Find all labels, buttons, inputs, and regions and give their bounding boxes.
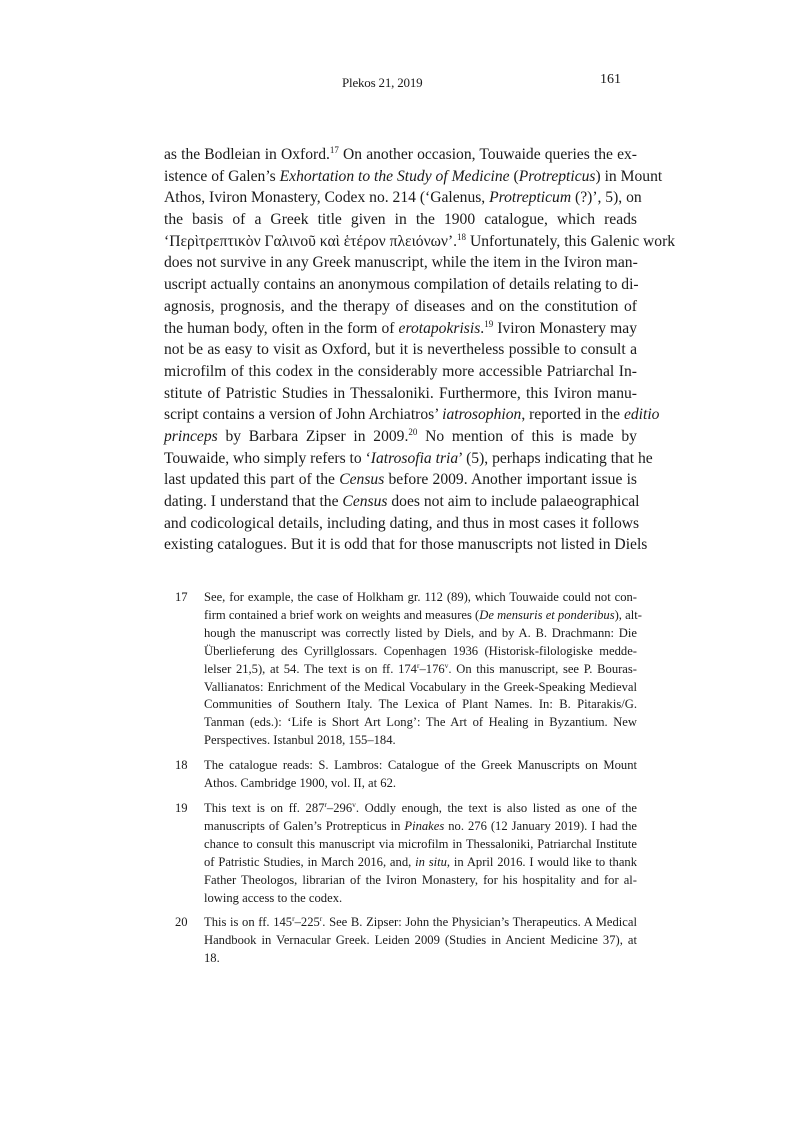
text-run: manuscripts of Galen’s Protrepticus in — [204, 818, 405, 833]
italic-text: Exhortation to the Study of Medicine — [279, 167, 510, 185]
text-line — [164, 166, 663, 188]
footnote-ref: r — [324, 799, 327, 809]
text-line — [164, 383, 637, 405]
footnote-line — [204, 872, 637, 890]
text-run: ), alt- — [614, 607, 642, 622]
text-line — [164, 339, 637, 361]
running-header — [0, 72, 799, 95]
text-line — [164, 448, 653, 470]
footnote-ref: v — [352, 799, 356, 809]
footnote-ref: 17 — [329, 145, 339, 155]
italic-text: Iatrosofia tria — [370, 449, 459, 467]
text-run: hough the manuscript was correctly listed by Diels, and by A. B. Drachmann: Die — [204, 625, 637, 640]
text-run: the basis of a Greek title given in the 1900 catalogue, which reads — [164, 211, 637, 229]
footnote-line — [204, 714, 637, 732]
italic-text: Pinakes — [404, 818, 445, 833]
text-line — [164, 231, 676, 253]
footnote-number: 17 — [175, 590, 188, 604]
text-run: This is on ff. 145 — [204, 915, 293, 930]
text-run: the human body, often in the form of — [164, 319, 399, 337]
text-line — [164, 296, 637, 318]
footnote-line — [204, 800, 637, 818]
footnote-18 — [164, 757, 637, 793]
text-run: as the Bodleian in Oxford. — [164, 146, 330, 163]
text-run: by Barbara Zipser in 2009. — [217, 427, 409, 445]
footnotes-section — [164, 589, 642, 975]
text-run: of Patristic Studies, in March 2016, and, — [204, 854, 416, 869]
footnote-line — [204, 607, 642, 625]
page-number: 161 — [600, 72, 621, 87]
footnote-line — [204, 854, 637, 872]
footnote-line — [204, 818, 637, 836]
text-run: ‘Περὶτρεπτικὸν Γαλινοῦ καὶ ἑτέρον πλειόνων’. — [164, 232, 458, 250]
footnote-line — [204, 625, 637, 643]
text-run: –225 — [294, 915, 320, 930]
footnote-line — [204, 950, 637, 968]
footnote-number: 20 — [175, 915, 188, 930]
text-run: ’ (5), perhaps indicating that he — [458, 449, 653, 467]
footnote-ref: 19 — [484, 318, 494, 329]
text-run: no. 276 (12 January 2019). I had the — [444, 818, 637, 833]
footnote-line — [204, 679, 637, 697]
footnote-line — [204, 661, 637, 679]
footnote-line — [204, 890, 637, 908]
text-line — [164, 187, 642, 209]
text-run: On another occasion, Touwaide queries the ex- — [338, 146, 637, 163]
text-line — [164, 144, 637, 166]
italic-text: in situ — [415, 854, 447, 869]
text-line — [164, 513, 640, 535]
text-run: The catalogue reads: S. Lambros: Catalogue of the Greek Manuscripts on Mount — [204, 758, 637, 773]
text-run: Vallianatos: Enrichment of the Medical Vocabulary in the Greek-Speaking Medieval — [204, 679, 637, 694]
footnote-19 — [164, 800, 637, 907]
footnote-line — [204, 643, 637, 661]
text-run: . See B. Zipser: John the Physician’s Therapeutics. A Medical — [322, 915, 637, 930]
footnote-line — [204, 836, 637, 854]
italic-text: princeps — [164, 427, 218, 445]
text-line — [164, 209, 637, 231]
text-run: dating. I understand that the — [164, 493, 343, 510]
text-run: lowing access to the codex. — [204, 890, 343, 905]
text-run: Communities of Southern Italy. The Lexica of Plant Names. In: B. Pitarakis/G. — [204, 697, 637, 712]
text-run: script contains a version of John Archiatros’ — [164, 406, 443, 424]
text-run: Athos, Iviron Monastery, Codex no. 214 (‘Galenus, — [164, 189, 490, 207]
text-run: This text is on ff. 287 — [204, 800, 325, 815]
text-run: Handbook in Vernacular Greek. Leiden 2009 (Studies in Ancient Medicine 37), at — [204, 933, 637, 948]
text-run: Unfortunately, this Galenic work — [466, 232, 676, 250]
journal-title: Plekos 21, 2019 — [342, 75, 423, 90]
text-run: . Oddly enough, the text is also listed as one of the — [355, 800, 637, 815]
text-run: See, for example, the case of Holkham gr. 112 (89), which Touwaide could not con- — [204, 590, 637, 604]
text-run: firm contained a brief work on weights and measures ( — [204, 607, 480, 622]
italic-text: iatrosophion — [442, 406, 522, 424]
footnote-number: 18 — [175, 758, 188, 773]
footnote-ref: r — [292, 914, 295, 924]
italic-text: editio — [623, 406, 660, 424]
text-run: Touwaide, who simply refers to ‘ — [164, 449, 371, 467]
footnote-ref: r — [319, 914, 323, 924]
text-run: Iviron Monastery may — [493, 319, 638, 337]
footnote-number: 19 — [175, 800, 188, 815]
text-run: does not survive in any Greek manuscript, while the item in the Iviron man- — [164, 254, 638, 272]
text-run: uscript actually contains an anonymous compilation of details relating to di- — [164, 276, 639, 294]
text-run: existing catalogues. But it is odd that for those manuscripts not listed in Diels — [164, 536, 648, 554]
text-run: , reported in the — [521, 406, 624, 424]
text-run: Athos. Cambridge 1900, vol. II, at 62. — [204, 776, 397, 791]
text-line — [164, 252, 637, 274]
text-line — [164, 491, 640, 513]
footnote-line — [204, 589, 637, 607]
text-run: chance to consult this manuscript via microfilm in Thessaloniki, Patriarchal Institute — [204, 836, 637, 851]
text-run: ) in Mount — [595, 167, 663, 185]
text-run: Perspectives. Istanbul 2018, 155–184. — [204, 733, 396, 748]
footnote-line — [204, 914, 637, 932]
text-run: –296 — [326, 800, 353, 815]
main-paragraph — [164, 144, 676, 556]
italic-text: De mensuris et ponderibus — [479, 607, 615, 622]
footnote-ref: 18 — [457, 231, 467, 242]
text-line — [164, 404, 660, 426]
italic-text: Census — [339, 471, 385, 489]
text-run: 18. — [204, 951, 220, 966]
text-line — [164, 426, 637, 448]
footnote-ref: r — [416, 660, 420, 670]
italic-text: erotapokrisis — [398, 319, 481, 337]
text-run: , in April 2016. I would like to thank — [446, 854, 638, 869]
footnote-17 — [164, 589, 642, 750]
text-line — [164, 469, 637, 491]
footnote-ref: v — [444, 660, 449, 670]
footnote-ref: 20 — [408, 426, 418, 437]
footnote-20 — [164, 914, 637, 968]
footnote-line — [204, 775, 637, 793]
text-line — [164, 318, 637, 340]
italic-text: Protrepticum — [489, 189, 572, 207]
text-run: istence of Galen’s — [164, 167, 280, 185]
text-line — [164, 534, 648, 556]
text-run: last updated this part of the — [164, 471, 340, 489]
text-line — [164, 274, 637, 296]
text-run: not be as easy to visit as Oxford, but it is nevertheless possible to consult a — [164, 341, 637, 359]
text-run: does not aim to include palaeographical — [387, 493, 640, 510]
text-run: agnosis, prognosis, and the therapy of diseases and on the constitution of — [164, 297, 637, 315]
text-run: (?)’, 5), on — [571, 189, 642, 207]
text-run: No mention of this is made by — [417, 427, 637, 445]
text-run: lelser 21,5), at 54. The text is on ff. 174 — [204, 661, 417, 676]
text-run: before 2009. Another important issue is — [384, 471, 637, 489]
italic-text: Census — [342, 493, 388, 510]
text-run: . On this manuscript, see P. Bouras- — [448, 661, 637, 676]
footnote-line — [204, 696, 637, 714]
footnote-line — [204, 757, 637, 775]
text-run: . — [480, 319, 485, 337]
text-run: and codicological details, including dating, and thus in most cases it follows — [164, 514, 640, 532]
text-run: stitute of Patristic Studies in Thessaloniki. Furthermore, this Iviron manu- — [164, 384, 637, 402]
text-run: Überlieferung des Cyrillglossars. Copenhagen 1936 (Historisk-filologiske medde- — [204, 643, 637, 658]
text-run: microfilm of this codex in the considerably more accessible Patriarchal In- — [164, 362, 637, 380]
text-run: ( — [509, 167, 519, 185]
text-run: Father Theologos, librarian of the Iviron Monastery, for his hospitality and for al- — [204, 872, 637, 887]
footnote-line — [204, 732, 637, 750]
italic-text: Protrepticus — [518, 167, 596, 185]
text-run: –176 — [419, 661, 445, 676]
text-line — [164, 361, 637, 383]
text-run: Tanman (eds.): ‘Life is Short Art Long’: The Art of Healing in Byzantium. New — [204, 715, 637, 730]
footnote-line — [204, 932, 637, 950]
